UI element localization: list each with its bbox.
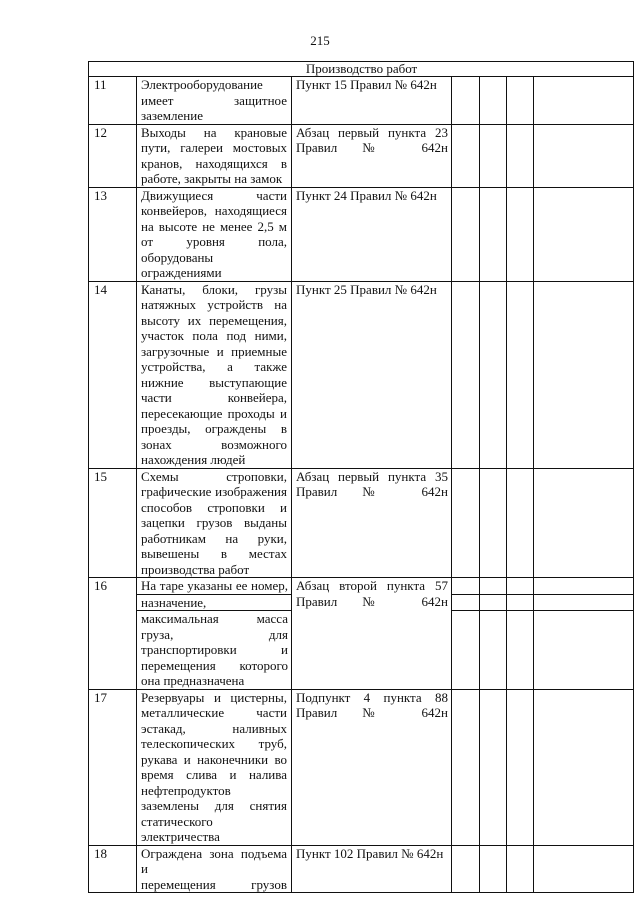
answer-na-cell[interactable]: [507, 689, 534, 845]
answer-no-cell[interactable]: [480, 468, 507, 578]
requirement-cell: Канаты, блоки, грузы натяжных устройств на высоту их перемещения, участок пола под ними, загрузочные и приемные устройства, а также нижние выступающие части конвейера, пересекающие проходы и проезды, ограждены в зонах возможного нахождения людей: [137, 281, 292, 468]
section-title: Производство работ: [89, 62, 634, 77]
section-header-row: [89, 62, 634, 77]
answer-no-cell[interactable]: [480, 77, 507, 125]
requirement-part: назначение,: [137, 595, 291, 612]
table-row: [89, 468, 634, 578]
answer-no-cell[interactable]: [480, 124, 507, 187]
answer-yes-cell[interactable]: [452, 689, 480, 845]
reference-cell: Пункт 102 Правил № 642н: [292, 845, 452, 893]
row-number: 18: [89, 845, 137, 893]
answer-na-cell[interactable]: [507, 187, 534, 281]
reference-cell: Пункт 25 Правил № 642н: [292, 281, 452, 468]
reference-cell: Пункт 24 Правил № 642н: [292, 187, 452, 281]
answer-yes-cell[interactable]: [452, 124, 480, 187]
notes-cell[interactable]: [534, 124, 634, 187]
reference-cell: Подпункт 4 пункта 88 Правил № 642н: [292, 689, 452, 845]
notes-cell[interactable]: [534, 689, 634, 845]
table-row: [89, 77, 634, 125]
answer-na-cell[interactable]: [507, 281, 534, 468]
notes-cell[interactable]: [534, 578, 634, 690]
answer-yes-cell[interactable]: [452, 845, 480, 893]
answer-no-cell[interactable]: [480, 187, 507, 281]
notes-cell[interactable]: [534, 77, 634, 125]
table-row: [89, 124, 634, 187]
answer-no-cell[interactable]: [480, 578, 507, 690]
page-number: 215: [310, 33, 330, 48]
answer-no-cell[interactable]: [480, 281, 507, 468]
answer-no-cell[interactable]: [480, 689, 507, 845]
reference-cell: Пункт 15 Правил № 642н: [292, 77, 452, 125]
table-row: [89, 845, 634, 893]
notes-cell[interactable]: [534, 845, 634, 893]
requirement-cell: Электрооборудование имеет защитное заземление: [137, 77, 292, 125]
requirement-cell: Выходы на крановые пути, галереи мостовых кранов, находящихся в работе, закрыты на замок: [137, 124, 292, 187]
requirement-cell: Резервуары и цистерны, металлические части эстакад, наливных телескопических труб, рукава и наконечники во время слива и налива нефтепродуктов заземлены для снятия статического электричества: [137, 689, 292, 845]
answer-no-cell[interactable]: [480, 845, 507, 893]
requirement-part: На таре указаны ее номер,: [137, 578, 291, 595]
reference-cell: Абзац первый пункта 23 Правил № 642н: [292, 124, 452, 187]
reference-cell: Абзац второй пункта 57 Правил № 642н: [292, 578, 452, 690]
checklist-table: [88, 61, 634, 893]
row-number: 16: [89, 578, 137, 690]
checklist-table-frame: [88, 61, 633, 892]
answer-na-cell[interactable]: [507, 77, 534, 125]
answer-na-cell[interactable]: [507, 578, 534, 690]
row-number: 14: [89, 281, 137, 468]
table-row: [89, 281, 634, 468]
table-row: [89, 187, 634, 281]
notes-cell[interactable]: [534, 468, 634, 578]
row-number: 11: [89, 77, 137, 125]
table-row: [89, 578, 634, 690]
answer-yes-cell[interactable]: [452, 281, 480, 468]
reference-cell: Абзац первый пункта 35 Правил № 642н: [292, 468, 452, 578]
answer-na-cell[interactable]: [507, 124, 534, 187]
requirement-cell: [137, 578, 292, 690]
requirement-part: максимальная масса груза, для транспортировки и перемещения которого она предназначена: [141, 611, 288, 688]
requirement-cell: Схемы строповки, графические изображения способов строповки и зацепки грузов выданы работникам на руки, вывешены в местах производства работ: [137, 468, 292, 578]
requirement-cell: Движущиеся части конвейеров, находящиеся на высоте не менее 2,5 м от уровня пола, оборудованы ограждениями: [137, 187, 292, 281]
answer-yes-cell[interactable]: [452, 468, 480, 578]
answer-yes-cell[interactable]: [452, 187, 480, 281]
answer-na-cell[interactable]: [507, 468, 534, 578]
row-number: 17: [89, 689, 137, 845]
row-number: 13: [89, 187, 137, 281]
row-number: 12: [89, 124, 137, 187]
row-number: 15: [89, 468, 137, 578]
notes-cell[interactable]: [534, 187, 634, 281]
notes-cell[interactable]: [534, 281, 634, 468]
requirement-cell: Ограждена зона подъема и перемещения грузов: [137, 845, 292, 893]
table-row: [89, 689, 634, 845]
answer-yes-cell[interactable]: [452, 578, 480, 690]
answer-na-cell[interactable]: [507, 845, 534, 893]
answer-yes-cell[interactable]: [452, 77, 480, 125]
